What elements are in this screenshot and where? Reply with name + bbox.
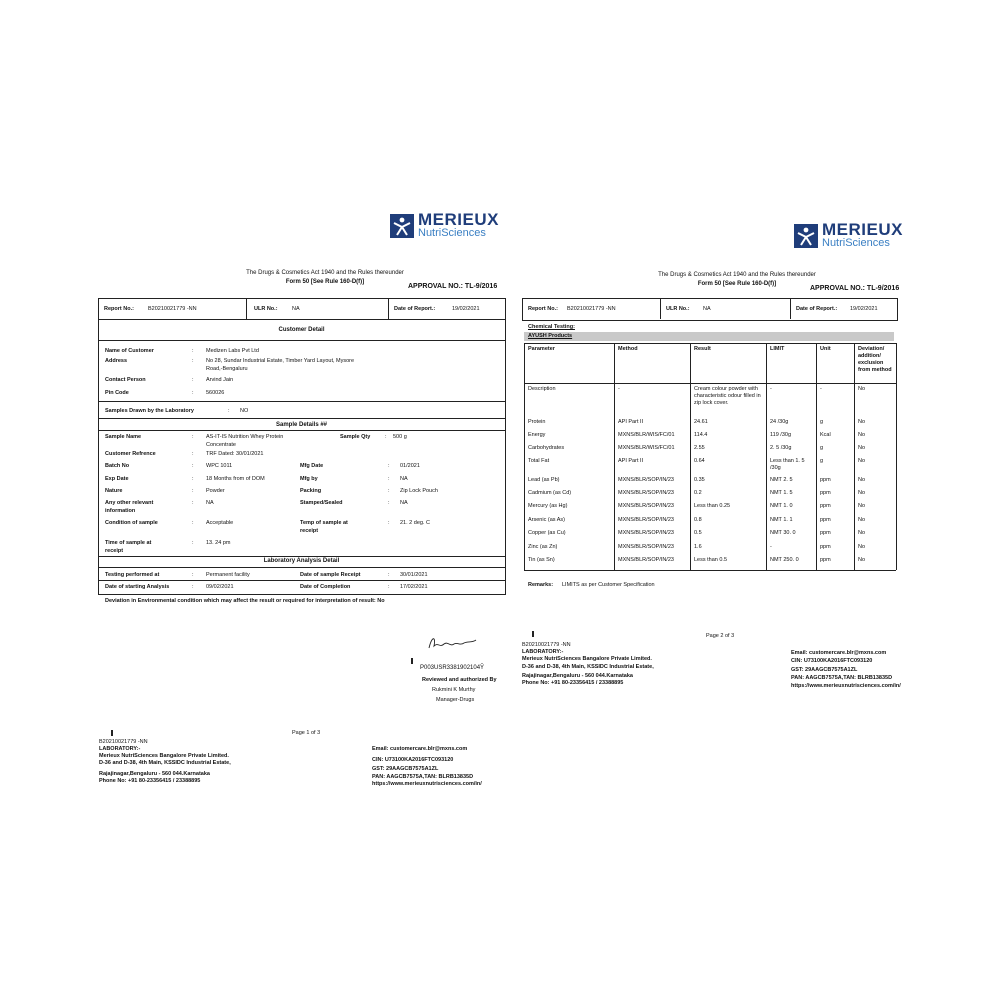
act-title: The Drugs & Cosmetics Act 1940 and the Rules thereunder — [246, 270, 404, 276]
table-cell: NMT 250. 0 — [770, 557, 799, 563]
ayush-title: AYUSH Products — [528, 333, 573, 339]
sample-details-title: Sample Details ## — [275, 422, 328, 428]
footer-lab-line: Merieux NutriSciences Bangalore Private Limited. — [522, 656, 652, 662]
time: 13. 24 pm — [206, 540, 231, 546]
sample-name-2: Concentrate — [206, 442, 236, 448]
approval-no: APPROVAL NO.: TL-9/2016 — [408, 283, 498, 290]
footer-lab-line: D-36 and D-38, 4th Main, KSSIDC Industrial Estate, — [99, 760, 231, 766]
table-cell: ppm — [820, 544, 831, 550]
colon: : — [192, 584, 194, 590]
table-header: Unit — [820, 346, 831, 352]
footer-ref: B20210021779 -NN — [522, 642, 571, 648]
temp: 21. 2 deg. C — [400, 520, 430, 526]
table-cell: g — [820, 445, 824, 451]
report-no: B20210021779 -NN — [567, 306, 616, 312]
customer-detail-title: Customer Detail — [278, 327, 325, 333]
logo-brand: MERIEUX — [418, 210, 499, 229]
ulr-label: ULR No.: — [666, 306, 690, 312]
table-cell: 24 /30g — [770, 419, 789, 425]
other-info-label-1: Any other relevant — [105, 500, 154, 506]
colon: : — [192, 572, 194, 578]
table-row-line — [524, 343, 896, 344]
table-cell: - — [618, 386, 620, 392]
table-col-line — [690, 343, 691, 570]
ulr-label: ULR No.: — [254, 306, 278, 312]
footer-cin: CIN: U73100KA2016FTC093120 — [791, 658, 873, 664]
colon: : — [192, 348, 194, 354]
exp-label: Exp Date — [105, 476, 129, 482]
table-cell: No — [858, 557, 866, 563]
table-cell: No — [858, 517, 866, 523]
logo-sub: NutriSciences — [418, 227, 486, 239]
table-cell: Less than 1. 5 /30g — [770, 458, 805, 471]
date-label: Date of Report.: — [394, 306, 436, 312]
colon: : — [228, 408, 230, 414]
table-cell: 24.61 — [694, 419, 708, 425]
colon: : — [388, 520, 390, 526]
mfg-date: 01/2021 — [400, 463, 420, 469]
footer-lab-label: LABORATORY:- — [99, 746, 141, 752]
table-cell: 119 /30g — [770, 432, 792, 438]
colon: : — [192, 451, 194, 457]
table-cell: Kcal — [820, 432, 831, 438]
footer-email: Email: customercare.blr@mxns.com — [372, 746, 468, 752]
barcode-mark — [411, 658, 413, 664]
temp-label-2: receipt — [300, 528, 319, 534]
table-col-line — [896, 343, 897, 570]
completion-label: Date of Completion — [300, 584, 351, 590]
table-cell: ppm — [820, 490, 831, 496]
lab-analysis-title: Laboratory Analysis Detail — [263, 558, 340, 564]
sample-qty: 500 g — [393, 434, 407, 440]
date-value: 19/02/2021 — [452, 306, 480, 312]
report-no: B20210021779 -NN — [148, 306, 197, 312]
table-col-line — [816, 343, 817, 570]
act-title: The Drugs & Cosmetics Act 1940 and the Rules thereunder — [658, 272, 816, 278]
table-cell: No — [858, 530, 866, 536]
address-line-2: Road,-Bengaluru — [206, 366, 248, 372]
table-cell: NMT 1. 5 — [770, 490, 793, 496]
footer-lab-line: Merieux NutriSciences Bangalore Private Limited. — [99, 753, 229, 759]
pin-code: 560026 — [206, 390, 225, 396]
ulr-value: NA — [292, 306, 300, 312]
customer-name-label: Name of Customer — [105, 348, 154, 354]
barcode-mark — [532, 631, 534, 637]
table-cell: - — [770, 544, 772, 550]
table-cell: MXNS/BLR/SOP/IN/23 — [618, 557, 674, 563]
table-cell: No — [858, 445, 866, 451]
table-cell: MXNS/BLR/WIS/FC/01 — [618, 432, 675, 438]
table-cell: Energy — [528, 432, 546, 438]
table-cell: ppm — [820, 517, 831, 523]
table-cell: 2.55 — [694, 445, 705, 451]
pin-label: Pin Code — [105, 390, 129, 396]
table-cell: Copper (as Cu) — [528, 530, 566, 536]
address-label: Address — [105, 358, 128, 364]
table-cell: Less than 0.25 — [694, 503, 731, 509]
footer-email: Email: customercare.blr@mxns.com — [791, 650, 887, 656]
mfg-by: NA — [400, 476, 408, 482]
sample-name-1: AS-IT-IS Nutrition Whey Protein — [206, 434, 284, 440]
colon: : — [192, 540, 194, 546]
table-cell: No — [858, 490, 866, 496]
table-col-line — [854, 343, 855, 570]
table-cell: Description — [528, 386, 556, 392]
testing-performed: Permanent facility — [206, 572, 250, 578]
receipt-label: Date of sample Receipt — [300, 572, 361, 578]
receipt-date: 30/01/2021 — [400, 572, 428, 578]
footer-gst: GST: 29AAGCB7575A1ZL — [372, 766, 439, 772]
table-cell: g — [820, 419, 824, 425]
table-cell: 114.4 — [694, 432, 708, 438]
table-cell: No — [858, 458, 866, 464]
signature-icon — [426, 634, 478, 659]
temp-label-1: Temp of sample at — [300, 520, 348, 526]
testing-performed-label: Testing performed at — [105, 572, 160, 578]
table-cell: ppm — [820, 503, 831, 509]
table-header: Deviation/ addition/ exclusion from method — [858, 346, 892, 373]
table-cell: Protein — [528, 419, 546, 425]
table-cell: MXNS/BLR/SOP/IN/23 — [618, 503, 674, 509]
footer-cin: CIN: U73100KA2016FTC093120 — [372, 757, 454, 763]
table-cell: 0.5 — [694, 530, 702, 536]
table-cell: No — [858, 503, 866, 509]
logo-brand: MERIEUX — [822, 220, 903, 239]
company-logo — [390, 212, 499, 239]
samples-drawn-label: Samples Drawn by the Laboratory — [105, 408, 194, 414]
nature-label: Nature — [105, 488, 123, 494]
table-cell: No — [858, 419, 866, 425]
batch-no: WPC 1011 — [206, 463, 233, 469]
time-label-1: Time of sample at — [105, 540, 152, 546]
footer-pan: PAN: AAGCB7575A,TAN: BLRB13835D — [791, 675, 893, 681]
deviation-note: Deviation in Environmental condition which may affect the result or required for interpretation of result: No — [105, 598, 385, 604]
colon: : — [388, 500, 390, 506]
table-cell: 1.6 — [694, 544, 702, 550]
table-cell: 0.8 — [694, 517, 702, 523]
other-info-label-2: information — [105, 508, 136, 514]
table-cell: ppm — [820, 557, 831, 563]
colon: : — [192, 377, 194, 383]
table-cell: - — [770, 386, 772, 392]
address-line-1: No 28, Sundar Industrial Estate, Timber Yard Layout, Mysore — [206, 358, 355, 364]
table-cell: No — [858, 386, 866, 392]
samples-drawn: NO — [240, 408, 249, 414]
table-cell: MXNS/BLR/SOP/IN/23 — [618, 477, 674, 483]
ayush-bar — [524, 332, 894, 341]
table-header: Method — [618, 346, 638, 352]
table-col-line — [524, 343, 525, 570]
sample-qty-label: Sample Qty — [340, 434, 371, 440]
colon: : — [192, 500, 194, 506]
ulr-value: NA — [703, 306, 711, 312]
contact-label: Contact Person — [105, 377, 146, 383]
reviewed-by: Reviewed and authorized By — [422, 677, 497, 683]
footer-lab-label: LABORATORY:- — [522, 649, 564, 655]
stamped: NA — [400, 500, 408, 506]
table-cell: No — [858, 477, 866, 483]
table-cell: 2. 5 /30g — [770, 445, 792, 451]
company-logo — [794, 222, 903, 249]
table-header: LIMIT — [770, 346, 785, 352]
signatory-title: Manager-Drugs — [436, 697, 475, 703]
colon: : — [192, 520, 194, 526]
page-number: Page 2 of 3 — [706, 633, 735, 639]
footer-lab-line: Rajajinagar,Bengaluru - 560 044.Karnataka — [522, 673, 633, 679]
signature-code: P003USR3381902104Ȳ — [420, 665, 485, 671]
table-cell: Cream colour powder with characteristic odour filled in zip lock cover. — [694, 386, 761, 406]
colon: : — [388, 572, 390, 578]
contact-person: Arvind Jain — [206, 377, 234, 383]
table-row-line — [524, 570, 896, 571]
table-cell: Lead (as Pb) — [528, 477, 560, 483]
packing-label: Packing — [300, 488, 322, 494]
colon: : — [192, 488, 194, 494]
table-cell: NMT 30. 0 — [770, 530, 796, 536]
merieux-logo-icon — [390, 214, 414, 238]
date-value: 19/02/2021 — [850, 306, 878, 312]
table-cell: 0.35 — [694, 477, 705, 483]
completion-date: 17/02/2021 — [400, 584, 428, 590]
table-cell: Carbohydrates — [528, 445, 565, 451]
report-frame — [98, 298, 506, 595]
remarks: LIMITS as per Customer Specification — [562, 582, 655, 588]
footer-pan: PAN: AAGCB7575A,TAN: BLRB13835D — [372, 774, 474, 780]
footer-lab-line: Rajajinagar,Bengaluru - 560 044.Karnataka — [99, 771, 210, 777]
barcode-mark — [111, 730, 113, 736]
table-cell: Zinc (as Zn) — [528, 544, 558, 550]
mfg-date-label: Mfg Date — [300, 463, 324, 469]
table-cell: Cadmium (as Cd) — [528, 490, 572, 496]
footer-website[interactable]: https://www.merieuxnutrisciences.com/in/ — [791, 683, 901, 689]
logo-sub: NutriSciences — [822, 237, 890, 249]
date-label: Date of Report.: — [796, 306, 838, 312]
page-number: Page 1 of 3 — [292, 730, 321, 736]
nature: Powder — [206, 488, 225, 494]
table-cell: MXNS/BLR/WIS/FC/01 — [618, 445, 675, 451]
approval-no: APPROVAL NO.: TL-9/2016 — [810, 285, 900, 292]
report-no-label: Report No.: — [104, 306, 134, 312]
footer-ref: B20210021779 -NN — [99, 739, 148, 745]
table-cell: Arsenic (as As) — [528, 517, 565, 523]
mfg-by-label: Mfg by — [300, 476, 318, 482]
table-header: Parameter — [528, 346, 555, 352]
merieux-logo-icon — [794, 224, 818, 248]
form-title: Form 50 [See Rule 160-D(f)] — [285, 279, 365, 285]
condition-label: Condition of sample — [105, 520, 158, 526]
table-cell: NMT 1. 0 — [770, 503, 793, 509]
table-cell: API Part II — [618, 458, 644, 464]
colon: : — [192, 358, 194, 364]
colon: : — [192, 434, 194, 440]
colon: : — [388, 584, 390, 590]
colon: : — [385, 434, 387, 440]
colon: : — [192, 390, 194, 396]
colon: : — [388, 488, 390, 494]
customer-ref: TRF Dated: 30/01/2021 — [206, 451, 264, 457]
table-col-line — [766, 343, 767, 570]
table-cell: ppm — [820, 477, 831, 483]
table-cell: Mercury (as Hg) — [528, 503, 568, 509]
table-cell: g — [820, 458, 824, 464]
form-title: Form 50 [See Rule 160-D(f)] — [697, 281, 777, 287]
footer-gst: GST: 29AAGCB7575A1ZL — [791, 667, 858, 673]
table-row-line — [524, 383, 896, 384]
start-date: 09/02/2021 — [206, 584, 234, 590]
table-cell: MXNS/BLR/SOP/IN/23 — [618, 490, 674, 496]
sample-name-label: Sample Name — [105, 434, 142, 440]
table-cell: 0.64 — [694, 458, 705, 464]
remarks-label: Remarks: — [528, 582, 554, 588]
start-label: Date of starting Analysis — [105, 584, 170, 590]
table-cell: No — [858, 544, 866, 550]
other-info: NA — [206, 500, 214, 506]
table-cell: NMT 1. 1 — [770, 517, 793, 523]
colon: : — [388, 463, 390, 469]
colon: : — [192, 463, 194, 469]
customer-ref-label: Customer Refrence — [105, 451, 156, 457]
table-cell: MXNS/BLR/SOP/IN/23 — [618, 530, 674, 536]
footer-lab-line: D-36 and D-38, 4th Main, KSSIDC Industrial Estate, — [522, 664, 654, 670]
table-cell: Less than 0.5 — [694, 557, 728, 563]
table-cell: 0.2 — [694, 490, 702, 496]
table-cell: No — [858, 432, 866, 438]
colon: : — [388, 476, 390, 482]
chemical-testing-title: Chemical Testing: — [528, 324, 575, 330]
footer-lab-line: Phone No: +91 80-23356415 / 23388895 — [99, 778, 201, 784]
colon: : — [192, 476, 194, 482]
footer-lab-line: Phone No: +91 80-23356415 / 23388895 — [522, 680, 624, 686]
signatory-name: Rukmini K Murthy — [432, 687, 476, 693]
report-no-label: Report No.: — [528, 306, 558, 312]
table-cell: Tin (as Sn) — [528, 557, 555, 563]
customer-name: Medizen Labs Pvt Ltd — [206, 348, 259, 354]
footer-website[interactable]: https://www.merieuxnutrisciences.com/in/ — [372, 781, 482, 787]
table-cell: API Part II — [618, 419, 644, 425]
table-cell: ppm — [820, 530, 831, 536]
batch-label: Batch No — [105, 463, 130, 469]
packing: Zip Lock Pouch — [400, 488, 438, 494]
time-label-2: receipt — [105, 548, 124, 554]
table-cell: MXNS/BLR/SOP/IN/23 — [618, 544, 674, 550]
table-col-line — [614, 343, 615, 570]
table-cell: MXNS/BLR/SOP/IN/23 — [618, 517, 674, 523]
table-cell: NMT 2. 5 — [770, 477, 793, 483]
condition: Acceptable — [206, 520, 234, 526]
table-cell: - — [820, 386, 822, 392]
table-header: Result — [694, 346, 711, 352]
stamped-label: Stamped/Sealed — [300, 500, 343, 506]
exp-date: 18 Months from of DOM — [206, 476, 265, 482]
table-cell: Total Fat — [528, 458, 550, 464]
